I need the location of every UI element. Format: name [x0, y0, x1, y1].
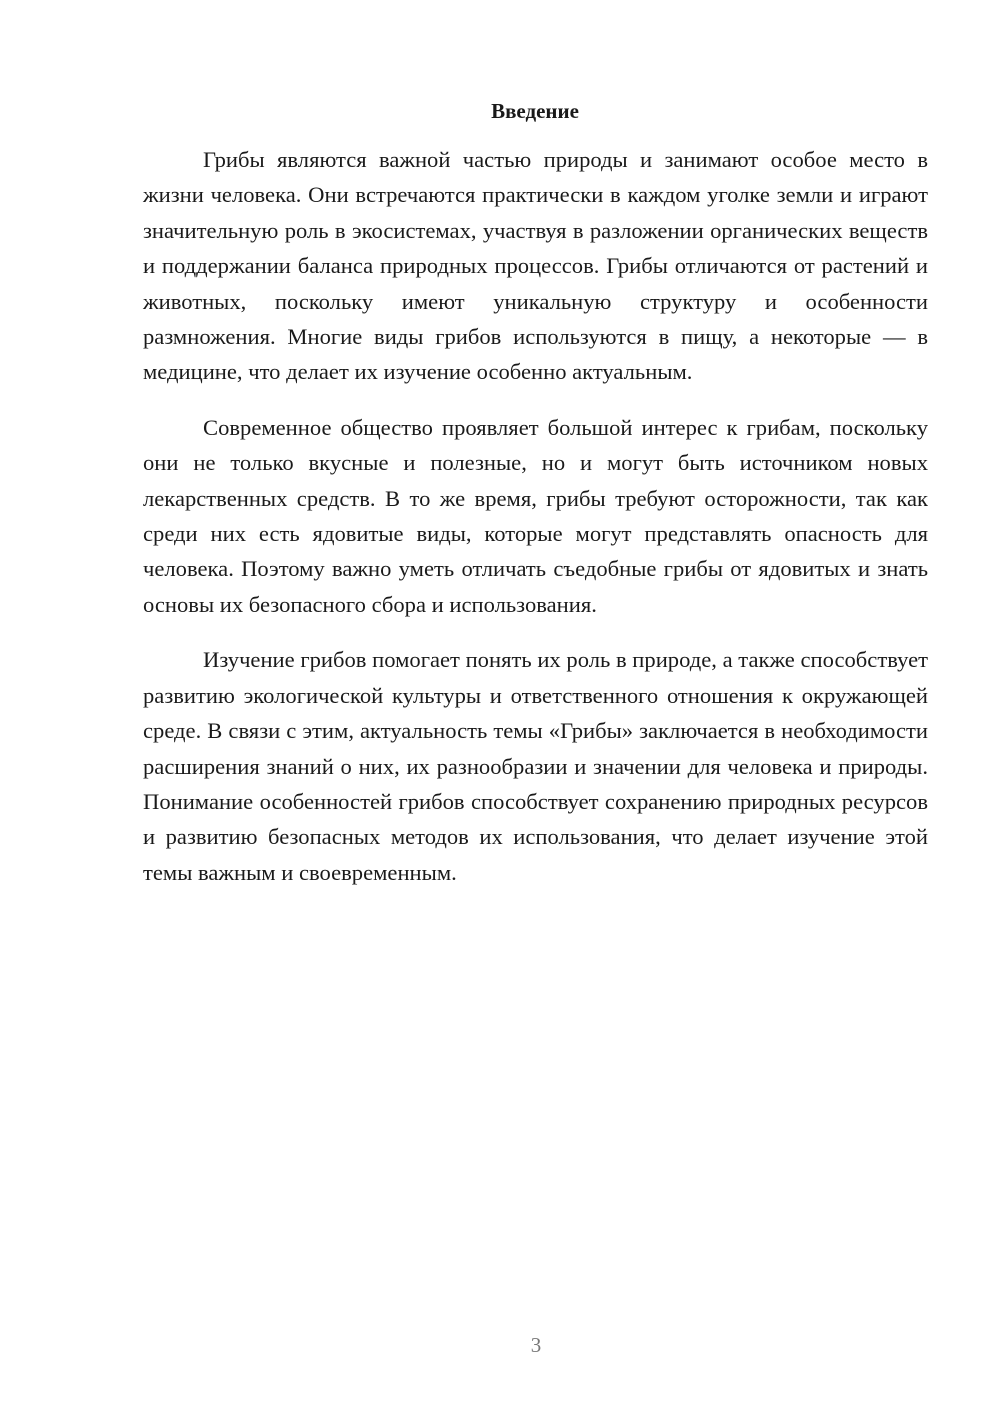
page-number: 3	[530, 1333, 542, 1357]
body-text	[143, 142, 928, 910]
paragraph-2: Современное общество проявляет большой интерес к грибам, поскольку они не только вкусные и полезные, но и могут быть источником новых лекарственных средств. В то же время, грибы требуют осторожности, так как среди них есть ядовитые виды, которые могут представлять опасность для человека. Поэтому важно уметь отличать съедобные грибы от ядовитых и знать основы их безопасного сбора и использования.	[143, 414, 928, 617]
section-heading: Введение	[491, 99, 579, 123]
paragraph-1: Грибы являются важной частью природы и занимают особое место в жизни человека. Они встречаются практически в каждом уголке земли и играют значительную роль в экосистемах, участвуя в разложении органических веществ и поддержании баланса природных процессов. Грибы отличаются от растений и животных, поскольку имеют уникальную структуру и особенности размножения. Многие виды грибов используются в пищу, а некоторые — в медицине, что делает их изучение особенно актуальным.	[143, 147, 928, 385]
paragraph-3: Изучение грибов помогает понять их роль в природе, а также способствует развитию экологической культуры и ответственного отношения к окружающей среде. В связи с этим, актуальность темы «Грибы» заключается в необходимости расширения знаний о них, их разнообразии и значении для человека и природы. Понимание особенностей грибов способствует сохранению природных ресурсов и развитию безопасных методов их использования, что делает изучение этой темы важным и своевременным.	[143, 647, 928, 885]
